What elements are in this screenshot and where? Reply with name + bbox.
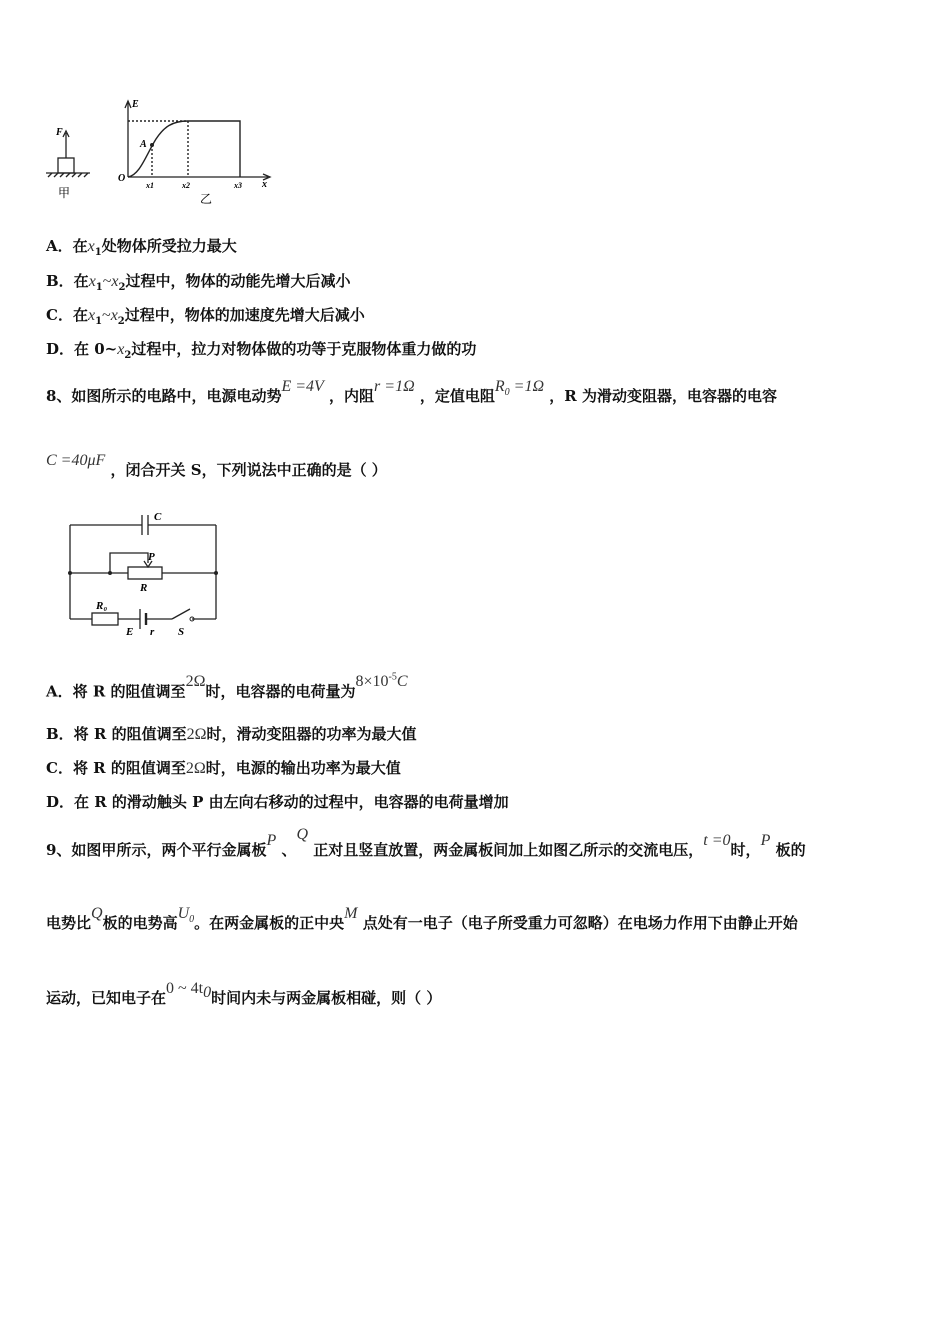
q8-stem-line1: 8、如图所示的电路中，电源电动势E =4V ，内阻r =1Ω ，定值电阻$R_0 =1\Omega$ ，R 为滑动变阻器，电容器的电容 <box>46 378 777 405</box>
label-switch: S <box>178 626 185 638</box>
figure-energy-graph <box>40 95 290 210</box>
formula-r0: $R_0 =1\Omega$ <box>494 378 545 399</box>
q9-stem-line2: 电势比Q板的电势高$U_0$。在两金属板的正中央M 点处有一电子（电子所受重力可忽略）在电场力作用下由静止开始 <box>46 905 798 932</box>
q7-option-d[interactable]: D．在 $0\sim x_2$过程中，拉力对物体做的功等于克服物体重力做的功 <box>46 340 477 361</box>
tick-x3: x3 <box>234 181 242 190</box>
force-label: F <box>56 127 63 138</box>
origin-label: O <box>118 173 126 184</box>
formula-internal-r: r =1Ω <box>374 378 415 395</box>
junction-right <box>214 571 218 575</box>
q7-option-c[interactable]: C．在$x_1\sim x_2$过程中，物体的加速度先增大后减小 <box>46 306 365 327</box>
junction-slider <box>108 571 112 575</box>
q8-option-c[interactable]: C．将 R 的阻值调至2Ω时，电源的输出功率为最大值 <box>46 759 401 777</box>
label-internal-r: r <box>150 626 155 638</box>
tick-x1: x1 <box>146 181 154 190</box>
q8-option-d[interactable]: D．在 R 的滑动触头 P 由左向右移动的过程中，电容器的电荷量增加 <box>46 793 509 811</box>
tick-x2: x2 <box>182 181 190 190</box>
label-rheostat: R <box>140 582 148 594</box>
circuit-wires <box>70 515 216 629</box>
q7-option-b[interactable]: B．在$x_1\sim x_2$过程中，物体的动能先增大后减小 <box>46 272 351 293</box>
circuit-diagram <box>64 505 229 640</box>
formula-capacitance: C =40μF <box>46 452 106 469</box>
x-axis-label: x <box>262 179 267 190</box>
q8-option-a[interactable]: A．将 R 的阻值调至2Ω时，电容器的电荷量为$8\times 10^{-5}C$ <box>46 672 408 701</box>
junction-left <box>68 571 72 575</box>
block-force-sketch <box>46 131 90 177</box>
label-slider: P <box>148 551 155 563</box>
q9-stem-line1: 9、如图甲所示，两个平行金属板P 、Q 正对且竖直放置，两金属板间加上如图乙所示的交流电压，t =0时，P 板的 <box>46 826 806 859</box>
point-a-label: A <box>140 139 147 150</box>
point-a <box>150 143 154 147</box>
label-capacitor: C <box>154 511 162 523</box>
q9-stem-line3: 运动，已知电子在0 ~ $4t_0$时间内未与两金属板相碰，则（ ） <box>46 980 442 1007</box>
formula-emf: E =4V <box>281 378 324 395</box>
caption-yi: 乙 <box>200 192 213 206</box>
q7-option-a[interactable]: A．在$x_1$处物体所受拉力最大 <box>46 237 237 258</box>
graph-axes <box>125 101 270 180</box>
caption-jia: 甲 <box>58 186 71 200</box>
energy-axis-label: E <box>132 99 139 110</box>
label-r0: R₀ <box>96 600 108 612</box>
label-emf: E <box>126 626 134 638</box>
q8-option-b[interactable]: B．将 R 的阻值调至2Ω时，滑动变阻器的功率为最大值 <box>46 725 417 743</box>
q8-stem-line2: C =40μF ，闭合开关 S，下列说法中正确的是（ ） <box>46 452 387 479</box>
